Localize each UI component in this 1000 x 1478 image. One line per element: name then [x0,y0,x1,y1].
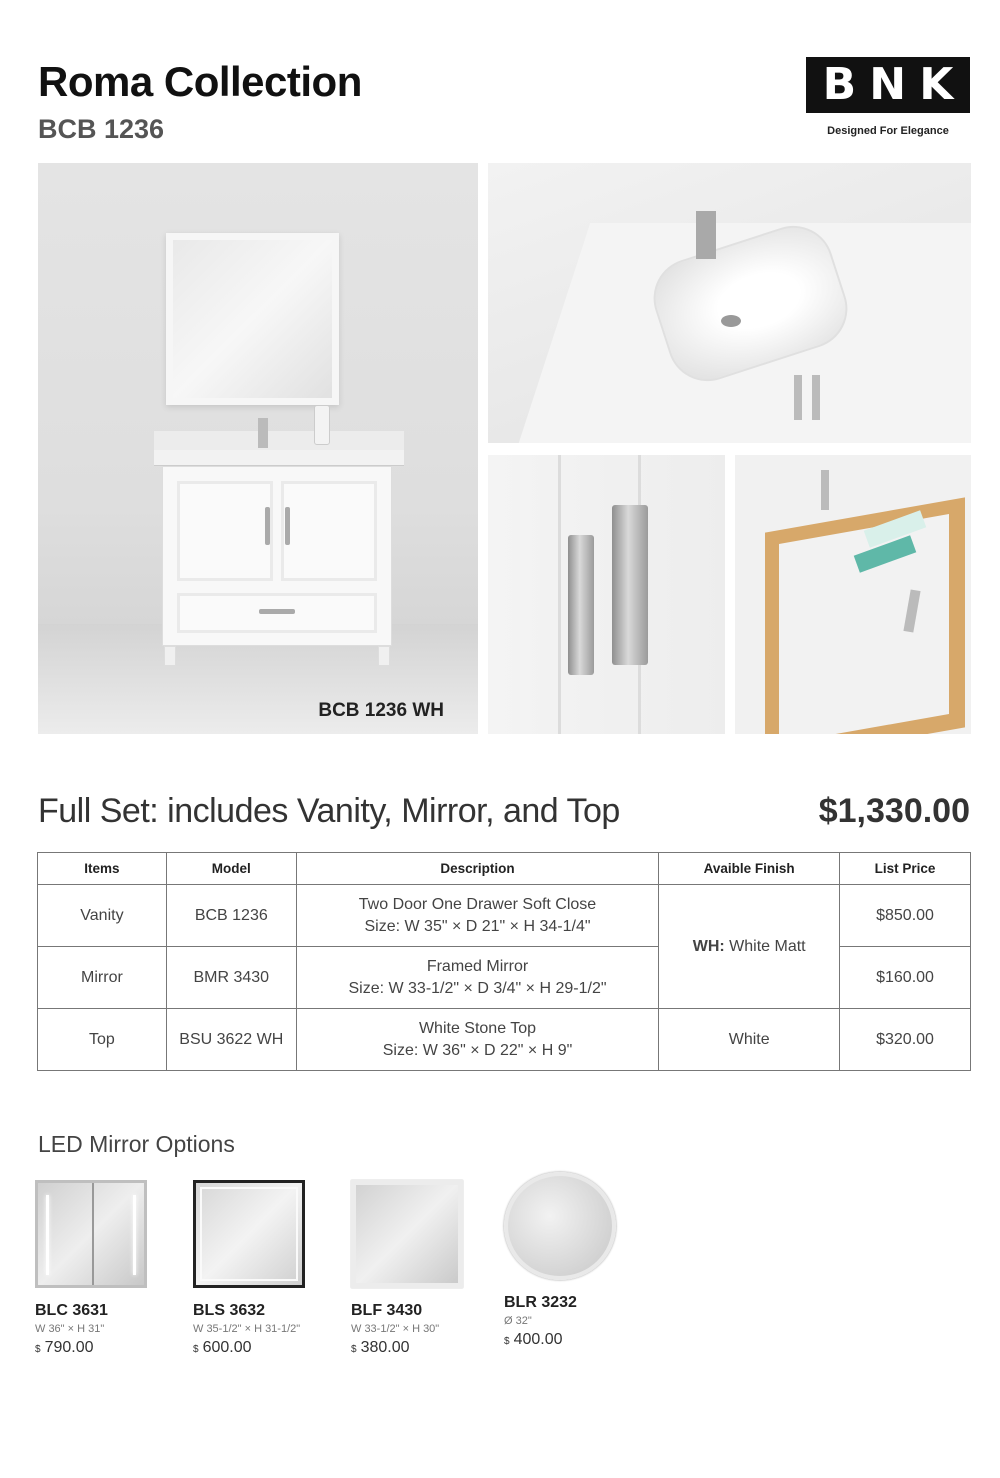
column-header: Description [296,853,659,885]
round-led-mirror-image [504,1172,616,1280]
column-header: Model [166,853,296,885]
finish-cell [659,885,840,1009]
option-price [504,1331,654,1349]
bnk-logo [806,57,970,113]
faucet-image [696,211,716,259]
drawer-handle [259,609,295,614]
table-row [38,1009,971,1071]
item-cell: Vanity [38,885,167,947]
handle-bar [612,505,648,665]
led-border [200,1187,298,1281]
door-groove [558,455,561,734]
option-name: BLS 3632 [193,1302,266,1319]
leg [378,646,390,666]
sink-detail-photo [488,163,971,443]
price-value: 790.00 [44,1339,94,1356]
table-row [38,885,971,947]
option-price [35,1339,185,1357]
size-line: Size: W 33-1/2" × D 3/4" × H 29-1/2" [348,979,607,997]
logo-letter: N [869,59,907,110]
size-line: Size: W 35" × D 21" × H 34-1/4" [364,917,591,935]
option-price [351,1339,501,1357]
option-dimensions: W 36" × H 31" [35,1323,105,1335]
medicine-cabinet-mirror-image [35,1180,147,1288]
model-cell: BMR 3430 [166,947,296,1009]
leg [164,646,176,666]
description-cell [296,1009,659,1071]
led-mirror-option [193,1180,343,1357]
option-dimensions: W 33-1/2" × H 30" [351,1323,440,1335]
finish-cell: White [659,1009,840,1071]
logo-letter: B [822,59,857,110]
spec-table [37,852,971,1071]
door-handle [285,507,290,545]
price-cell: $160.00 [840,947,971,1009]
led-mirror-option [351,1180,501,1357]
model-cell: BSU 3622 WH [166,1009,296,1071]
led-strip [133,1195,136,1275]
soap-bottle-image [314,405,330,445]
left-door [177,481,273,581]
brand-tagline: Designed For Elegance [827,125,949,137]
option-name: BLF 3430 [351,1302,423,1319]
table-header-row [38,853,971,885]
fullset-price: $1,330.00 [818,792,970,830]
finish-code: WH: [692,937,725,955]
currency-symbol: $ [35,1344,41,1355]
logo-letter: K [919,59,954,110]
finish-name: White Matt [729,937,806,955]
item-cell: Mirror [38,947,167,1009]
price-cell: $850.00 [840,885,971,947]
black-frame-mirror-image [193,1180,305,1288]
currency-symbol: $ [193,1344,199,1355]
page-title: Roma Collection [38,58,362,105]
description-line: Two Door One Drawer Soft Close [358,895,597,913]
column-header: Avaible Finish [659,853,840,885]
price-value: 400.00 [513,1331,563,1348]
faucet-image [258,418,268,448]
option-name: BLR 3232 [504,1294,577,1311]
price-cell: $320.00 [840,1009,971,1071]
backsplash [154,431,404,451]
door-handle [812,375,820,420]
price-value: 380.00 [360,1339,410,1356]
item-cell: Top [38,1009,167,1071]
option-name: BLC 3631 [35,1302,108,1319]
led-mirror-option [504,1180,654,1349]
option-dimensions: Ø 32" [504,1315,532,1327]
price-value: 600.00 [202,1339,252,1356]
column-header: Items [38,853,167,885]
countertop [154,450,404,466]
drawer-interior [779,514,949,734]
description-cell [296,947,659,1009]
currency-symbol: $ [504,1336,510,1347]
photo-label: BCB 1236 WH [318,700,444,721]
led-mirror-section-title: LED Mirror Options [38,1131,235,1157]
door-handle [821,470,829,510]
currency-symbol: $ [351,1344,357,1355]
handle-detail-photo [488,455,725,734]
description-cell [296,885,659,947]
drawer-detail-photo [735,455,971,734]
led-strip [46,1195,49,1275]
handle-bar [568,535,594,675]
vanity-main-photo [38,163,478,734]
size-line: Size: W 36" × D 22" × H 9" [382,1041,573,1059]
model-subtitle: BCB 1236 [38,114,165,144]
model-cell: BCB 1236 [166,885,296,947]
description-line: White Stone Top [418,1019,537,1037]
vanity-cabinet [162,466,392,646]
framed-led-mirror-image [351,1180,463,1288]
door-handle [794,375,802,420]
drain [721,315,741,327]
fullset-description: Full Set: includes Vanity, Mirror, and Top [38,792,620,830]
column-header: List Price [840,853,971,885]
framed-mirror-image [166,233,339,405]
option-price [193,1339,343,1357]
door-handle [265,507,270,545]
led-mirror-option [35,1180,185,1357]
right-door [281,481,377,581]
option-dimensions: W 35-1/2" × H 31-1/2" [193,1323,301,1335]
divider [92,1183,94,1285]
description-line: Framed Mirror [426,957,529,975]
